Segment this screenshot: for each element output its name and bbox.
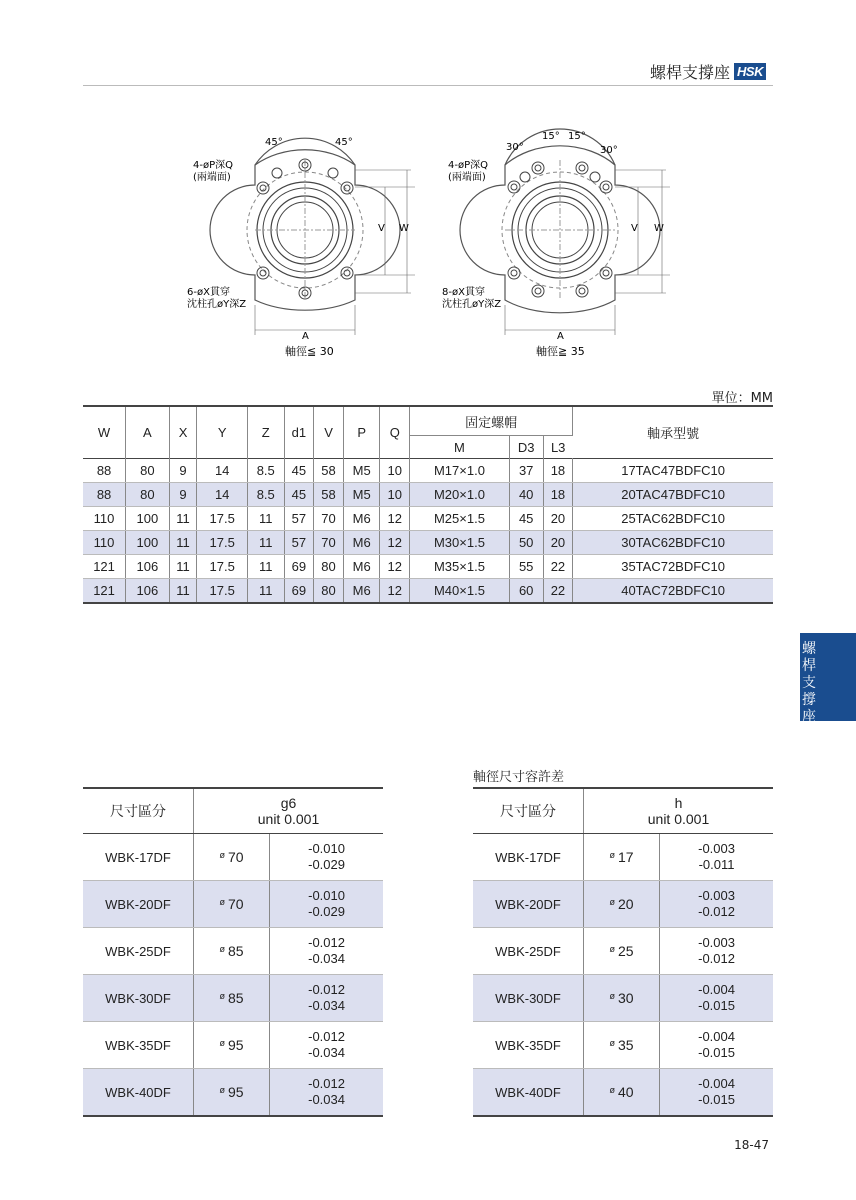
table-row <box>83 579 773 604</box>
table-row <box>83 459 773 483</box>
table-cell: 12 <box>380 531 410 555</box>
phi-symbol: ø <box>219 1085 225 1095</box>
diameter-value: 85 <box>228 943 244 959</box>
table-cell: 12 <box>380 555 410 579</box>
table-cell: M6 <box>343 555 380 579</box>
table-cell: 70 <box>314 507 344 531</box>
diameter-value: 40 <box>618 1084 634 1100</box>
table-row <box>83 555 773 579</box>
table-cell: 11 <box>169 507 197 531</box>
upper-deviation: -0.012 <box>308 1076 345 1091</box>
col-header: Y <box>197 406 247 459</box>
model-cell: WBK-30DF <box>83 975 194 1022</box>
grade-label: g6 <box>280 795 297 811</box>
table-cell: 57 <box>284 507 314 531</box>
phi-symbol: ø <box>219 850 225 860</box>
lower-deviation: -0.034 <box>308 1045 345 1060</box>
deviation-cell <box>660 1022 773 1069</box>
phi-symbol: ø <box>219 991 225 1001</box>
table-cell: 18 <box>543 459 573 483</box>
table-row <box>473 975 773 1022</box>
diameter-value: 70 <box>228 849 244 865</box>
upper-deviation: -0.004 <box>698 982 735 997</box>
table-cell: M20×1.0 <box>410 483 510 507</box>
table-cell: M35×1.5 <box>410 555 510 579</box>
table-cell: 60 <box>509 579 543 604</box>
diameter-value: 95 <box>228 1084 244 1100</box>
hole-note: 6-øX貫穿 <box>187 287 230 298</box>
table-cell: 55 <box>509 555 543 579</box>
col-header: Q <box>380 406 410 459</box>
col-header: W <box>83 406 126 459</box>
section-side-tab[interactable] <box>800 633 856 725</box>
col-header: V <box>314 406 344 459</box>
phi-symbol: ø <box>609 944 615 954</box>
size-header: 尺寸區分 <box>83 788 194 834</box>
unit-label: unit 0.001 <box>257 811 320 827</box>
dim-v-label: V <box>378 223 385 234</box>
hole-note: 沈柱孔øY深Z <box>442 299 502 310</box>
table-cell: 110 <box>83 531 126 555</box>
grade-label: h <box>674 795 683 811</box>
hole-note: (兩端面) <box>448 172 486 183</box>
table-cell: 40TAC72BDFC10 <box>573 579 773 604</box>
grade-header <box>584 788 774 834</box>
table-cell: 20 <box>543 531 573 555</box>
lower-deviation: -0.029 <box>308 904 345 919</box>
model-cell: WBK-40DF <box>83 1069 194 1117</box>
model-cell: WBK-17DF <box>473 834 584 881</box>
deviation-cell <box>660 881 773 928</box>
angle-label: 15° <box>568 131 586 142</box>
table-cell: 20TAC47BDFC10 <box>573 483 773 507</box>
page-header <box>650 60 766 83</box>
table-cell: 58 <box>314 459 344 483</box>
table-cell: 50 <box>509 531 543 555</box>
side-tab-char: 螺 <box>802 641 816 657</box>
grade-header <box>194 788 384 834</box>
diameter-cell <box>584 1069 660 1117</box>
table-row <box>83 834 383 881</box>
hole-note: 沈柱孔øY深Z <box>187 299 247 310</box>
table-cell: 20 <box>543 507 573 531</box>
col-header: d1 <box>284 406 314 459</box>
table-row <box>473 834 773 881</box>
phi-symbol: ø <box>609 850 615 860</box>
phi-symbol: ø <box>609 1038 615 1048</box>
diameter-value: 20 <box>618 896 634 912</box>
lower-deviation: -0.011 <box>698 857 735 872</box>
upper-deviation: -0.003 <box>698 841 735 856</box>
dim-w-label: W <box>654 223 664 234</box>
deviation-cell <box>270 881 383 928</box>
table-cell: M5 <box>343 459 380 483</box>
angle-label: 15° <box>542 131 560 142</box>
sub-header: L3 <box>543 436 573 459</box>
table-cell: 22 <box>543 555 573 579</box>
table-row <box>473 928 773 975</box>
model-cell: WBK-40DF <box>473 1069 584 1117</box>
phi-symbol: ø <box>219 1038 225 1048</box>
side-tab-char: 撐 <box>802 692 816 708</box>
lower-deviation: -0.015 <box>698 1045 735 1060</box>
lower-deviation: -0.034 <box>308 1092 345 1107</box>
table-cell: 106 <box>126 579 170 604</box>
phi-symbol: ø <box>219 944 225 954</box>
table-cell: M17×1.0 <box>410 459 510 483</box>
table-cell: 17.5 <box>197 555 247 579</box>
diameter-value: 17 <box>618 849 634 865</box>
table-cell: M5 <box>343 483 380 507</box>
table-cell: 17.5 <box>197 579 247 604</box>
hole-note: 8-øX貫穿 <box>442 287 485 298</box>
brand-logo: HSK <box>734 63 766 80</box>
sub-header: M <box>410 436 510 459</box>
angle-label: 45° <box>335 137 353 148</box>
dim-v-label: V <box>631 223 638 234</box>
table-cell: 11 <box>169 579 197 604</box>
size-header: 尺寸區分 <box>473 788 584 834</box>
diameter-cell <box>584 881 660 928</box>
upper-deviation: -0.012 <box>308 982 345 997</box>
deviation-cell <box>660 975 773 1022</box>
upper-deviation: -0.004 <box>698 1029 735 1044</box>
section-title: 螺桿支撐座 <box>650 63 731 82</box>
deviation-cell <box>660 928 773 975</box>
table-cell: 88 <box>83 459 126 483</box>
table-cell: 121 <box>83 579 126 604</box>
diameter-cell <box>194 881 270 928</box>
col-header: 軸承型號 <box>573 406 773 459</box>
model-cell: WBK-35DF <box>83 1022 194 1069</box>
lower-deviation: -0.015 <box>698 1092 735 1107</box>
table-cell: M40×1.5 <box>410 579 510 604</box>
table-cell: 37 <box>509 459 543 483</box>
table-row <box>83 1069 383 1117</box>
phi-symbol: ø <box>219 897 225 907</box>
table-cell: 70 <box>314 531 344 555</box>
table-cell: 121 <box>83 555 126 579</box>
table-cell: 14 <box>197 483 247 507</box>
model-cell: WBK-25DF <box>473 928 584 975</box>
drawing-small-shaft-svg <box>185 125 415 365</box>
dim-w-label: W <box>399 223 409 234</box>
table-cell: 57 <box>284 531 314 555</box>
diameter-cell <box>194 1022 270 1069</box>
table-cell: 18 <box>543 483 573 507</box>
lower-deviation: -0.034 <box>308 998 345 1013</box>
lower-deviation: -0.029 <box>308 857 345 872</box>
sub-header: D3 <box>509 436 543 459</box>
table-cell: 40 <box>509 483 543 507</box>
upper-deviation: -0.003 <box>698 888 735 903</box>
lower-deviation: -0.012 <box>698 951 735 966</box>
table-cell: 9 <box>169 483 197 507</box>
table-cell: 69 <box>284 555 314 579</box>
upper-deviation: -0.012 <box>308 935 345 950</box>
upper-deviation: -0.004 <box>698 1076 735 1091</box>
drawing-large-shaft-svg <box>440 125 670 365</box>
table-cell: 10 <box>380 459 410 483</box>
deviation-cell <box>660 1069 773 1117</box>
angle-label: 30° <box>600 145 618 156</box>
diameter-cell <box>584 975 660 1022</box>
drawing-large-shaft <box>440 125 670 369</box>
drawing-small-shaft <box>185 125 415 369</box>
table-cell: 17.5 <box>197 507 247 531</box>
table-cell: 45 <box>284 483 314 507</box>
upper-deviation: -0.012 <box>308 1029 345 1044</box>
col-header: Z <box>247 406 284 459</box>
header-rule <box>83 85 773 86</box>
table-cell: 12 <box>380 507 410 531</box>
diameter-cell <box>194 834 270 881</box>
upper-deviation: -0.010 <box>308 841 345 856</box>
side-tab-char: 座 <box>802 709 816 725</box>
unit-label: unit 0.001 <box>647 811 710 827</box>
diameter-value: 70 <box>228 896 244 912</box>
dim-a-label: A <box>302 331 309 342</box>
table-cell: 10 <box>380 483 410 507</box>
col-header: P <box>343 406 380 459</box>
table-row <box>83 928 383 975</box>
table-cell: 14 <box>197 459 247 483</box>
table-row <box>83 975 383 1022</box>
diameter-cell <box>584 1022 660 1069</box>
hole-note: (兩端面) <box>193 172 231 183</box>
drawing-caption: 軸徑≦ 30 <box>285 345 334 358</box>
table-cell: 25TAC62BDFC10 <box>573 507 773 531</box>
table-row <box>83 507 773 531</box>
table-cell: 80 <box>126 459 170 483</box>
table-row <box>473 1069 773 1117</box>
diameter-cell <box>194 975 270 1022</box>
page-number: 18-47 <box>734 1138 769 1152</box>
deviation-cell <box>660 834 773 881</box>
table-row <box>83 531 773 555</box>
tolerance-table-g6 <box>83 787 383 1117</box>
angle-label: 45° <box>265 137 283 148</box>
table-cell: 58 <box>314 483 344 507</box>
table-cell: 11 <box>247 555 284 579</box>
model-cell: WBK-20DF <box>473 881 584 928</box>
table-cell: M6 <box>343 507 380 531</box>
table-cell: 80 <box>126 483 170 507</box>
deviation-cell <box>270 975 383 1022</box>
table-cell: 17TAC47BDFC10 <box>573 459 773 483</box>
table-row <box>83 881 383 928</box>
table-cell: 80 <box>314 555 344 579</box>
table-cell: 11 <box>169 531 197 555</box>
diameter-cell <box>194 928 270 975</box>
model-cell: WBK-30DF <box>473 975 584 1022</box>
diameter-cell <box>194 1069 270 1117</box>
table-cell: M6 <box>343 531 380 555</box>
diameter-cell <box>584 834 660 881</box>
table-cell: 100 <box>126 531 170 555</box>
table-cell: 11 <box>169 555 197 579</box>
upper-deviation: -0.003 <box>698 935 735 950</box>
table-cell: 11 <box>247 531 284 555</box>
table-cell: 11 <box>247 507 284 531</box>
deviation-cell <box>270 834 383 881</box>
table-cell: 8.5 <box>247 483 284 507</box>
table-cell: 45 <box>284 459 314 483</box>
table-row <box>83 483 773 507</box>
diameter-value: 85 <box>228 990 244 1006</box>
side-tab-char: 桿 <box>802 658 816 674</box>
side-tab-char: 支 <box>802 675 816 691</box>
model-cell: WBK-20DF <box>83 881 194 928</box>
table-cell: 17.5 <box>197 531 247 555</box>
table-cell: M25×1.5 <box>410 507 510 531</box>
table-cell: 30TAC62BDFC10 <box>573 531 773 555</box>
model-cell: WBK-17DF <box>83 834 194 881</box>
diameter-value: 95 <box>228 1037 244 1053</box>
diameter-value: 30 <box>618 990 634 1006</box>
table-cell: 12 <box>380 579 410 604</box>
deviation-cell <box>270 1022 383 1069</box>
hole-note: 4-øP深Q <box>448 160 488 171</box>
col-header: X <box>169 406 197 459</box>
deviation-cell <box>270 1069 383 1117</box>
table-cell: 100 <box>126 507 170 531</box>
tolerance-caption: 軸徑尺寸容許差 <box>473 770 565 785</box>
group-header: 固定螺帽 <box>410 406 573 436</box>
diameter-value: 25 <box>618 943 634 959</box>
hole-note: 4-øP深Q <box>193 160 233 171</box>
table-cell: 8.5 <box>247 459 284 483</box>
diameter-cell <box>584 928 660 975</box>
table-cell: M6 <box>343 579 380 604</box>
lower-deviation: -0.012 <box>698 904 735 919</box>
tolerance-table-h <box>473 787 773 1117</box>
spec-table <box>83 405 773 604</box>
table-cell: 35TAC72BDFC10 <box>573 555 773 579</box>
diameter-value: 35 <box>618 1037 634 1053</box>
drawing-caption: 軸徑≧ 35 <box>536 345 585 358</box>
table-cell: 80 <box>314 579 344 604</box>
model-cell: WBK-25DF <box>83 928 194 975</box>
deviation-cell <box>270 928 383 975</box>
upper-deviation: -0.010 <box>308 888 345 903</box>
table-cell: 106 <box>126 555 170 579</box>
table-cell: 22 <box>543 579 573 604</box>
table-cell: 11 <box>247 579 284 604</box>
phi-symbol: ø <box>609 991 615 1001</box>
lower-deviation: -0.015 <box>698 998 735 1013</box>
phi-symbol: ø <box>609 1085 615 1095</box>
table-row <box>473 1022 773 1069</box>
phi-symbol: ø <box>609 897 615 907</box>
table-cell: 69 <box>284 579 314 604</box>
table-cell: 88 <box>83 483 126 507</box>
model-cell: WBK-35DF <box>473 1022 584 1069</box>
table-row <box>473 881 773 928</box>
table-cell: M30×1.5 <box>410 531 510 555</box>
col-header: A <box>126 406 170 459</box>
table-cell: 45 <box>509 507 543 531</box>
unit-label: 單位：MM <box>711 391 773 406</box>
dim-a-label: A <box>557 331 564 342</box>
angle-label: 30° <box>506 142 524 153</box>
table-cell: 110 <box>83 507 126 531</box>
table-row <box>83 1022 383 1069</box>
table-cell: 9 <box>169 459 197 483</box>
lower-deviation: -0.034 <box>308 951 345 966</box>
